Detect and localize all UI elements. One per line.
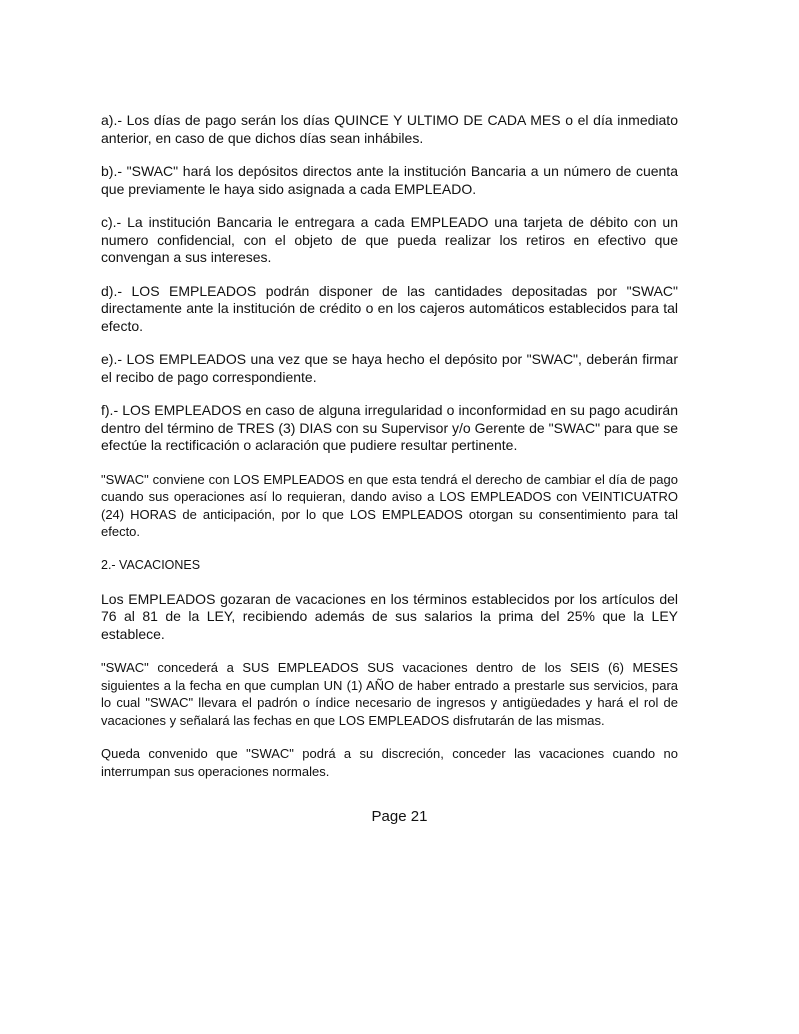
document-body	[101, 112, 678, 796]
paragraph-d: d).- LOS EMPLEADOS podrán disponer de las cantidades depositadas por "SWAC" directamente ante la institución de crédito o en los cajeros automáticos establecidos para tal efecto.	[101, 282, 678, 334]
section-heading-vacaciones: 2.- VACACIONES	[101, 557, 201, 572]
paragraph-swac-pay-day: "SWAC" conviene con LOS EMPLEADOS en que esta tendrá el derecho de cambiar el día de pago cuando sus operaciones así lo requieran, dando aviso a LOS EMPLEADOS con VEINTICUATRO (24) HORAS de anticipación, por lo que LOS EMPLEADOS otorgan su consentimiento para tal efecto.	[101, 471, 678, 539]
paragraph-a: a).- Los días de pago serán los días QUINCE Y ULTIMO DE CADA MES o el día inmediato anterior, en caso de que dichos días sean inhábiles.	[101, 112, 678, 146]
paragraph-f: f).- LOS EMPLEADOS en caso de alguna irregularidad o inconformidad en su pago acudirán dentro del término de TRES (3) DIAS con su Supervisor y/o Gerente de "SWAC" para que se efectúe la rectificación o aclaración que pudiere resultar pertinente.	[101, 402, 678, 453]
paragraph-b: b).- "SWAC" hará los depósitos directos ante la institución Bancaria a un número de cuenta que previamente le haya sido asignada a cada EMPLEADO.	[101, 163, 678, 197]
paragraph-vacation-terms: Los EMPLEADOS gozaran de vacaciones en los términos establecidos por los artículos del 76 al 81 de la LEY, recibiendo además de sus salarios la prima del 25% que la LEY establece.	[101, 590, 678, 642]
page-number: Page 21	[371, 808, 428, 825]
paragraph-e: e).- LOS EMPLEADOS una vez que se haya hecho el depósito por "SWAC", deberán firmar el recibo de pago correspondiente.	[101, 351, 678, 385]
paragraph-c: c).- La institución Bancaria le entregara a cada EMPLEADO una tarjeta de débito con un numero confidencial, con el objeto de que pueda realizar los retiros en efectivo que convengan a sus intereses.	[101, 214, 678, 265]
paragraph-vacation-schedule: "SWAC" concederá a SUS EMPLEADOS SUS vacaciones dentro de los SEIS (6) MESES siguientes a la fecha en que cumplan UN (1) AÑO de haber entrado a prestarle sus servicios, para lo cual "SWAC" llevara el padrón o índice necesario de ingresos y antigüedades y hará el rol de vacaciones y señalará las fechas en que LOS EMPLEADOS disfrutarán de las mismas.	[101, 660, 678, 728]
paragraph-vacation-discretion: Queda convenido que "SWAC" podrá a su discreción, conceder las vacaciones cuando no interrumpan sus operaciones normales.	[101, 746, 678, 779]
